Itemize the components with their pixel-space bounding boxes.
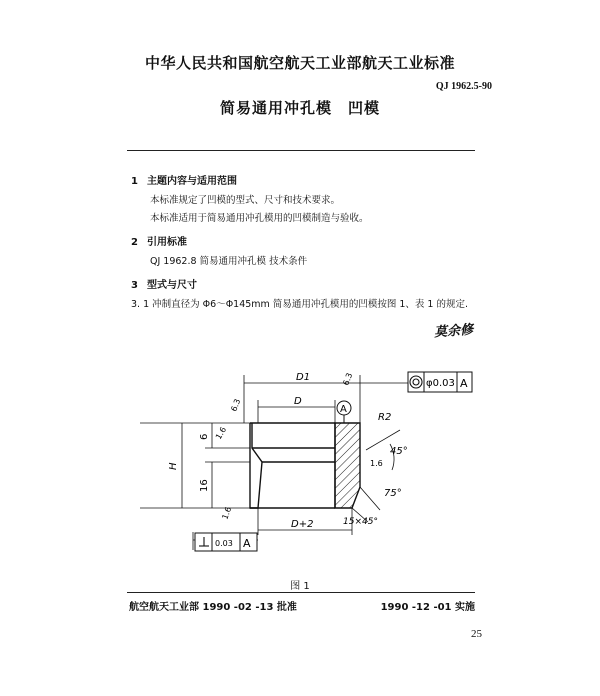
dim-6-label: 6 xyxy=(199,433,210,440)
perpendicularity-datum: A xyxy=(243,537,251,550)
section-2-title: 引用标准 xyxy=(147,237,187,248)
dim-75-label: 75° xyxy=(384,488,402,499)
section-1-para-1: 本标准规定了凹模的型式、尺寸和技术要求。 xyxy=(150,195,341,206)
roughness-side-label: 1.6 xyxy=(370,459,383,468)
hatched-section xyxy=(335,423,360,508)
section-2-para-1: QJ 1962.8 简易通用冲孔模 技术条件 xyxy=(150,256,308,267)
roughness-top-label: 6.3 xyxy=(229,397,243,413)
section-3-title: 型式与尺寸 xyxy=(147,280,197,291)
dim-d-label: D xyxy=(294,396,302,407)
approval-date: 航空航天工业部 1990 -02 -13 批准 xyxy=(129,602,297,613)
perpendicularity-frame xyxy=(195,533,257,551)
handwritten-signature: 莫余修 xyxy=(433,322,474,341)
dim-chamfer-label: 15×45° xyxy=(343,517,378,527)
roughness-left-label: 1.6 xyxy=(213,425,229,441)
dim-r2-label: R2 xyxy=(378,412,392,423)
dim-45-label: 45° xyxy=(390,446,408,457)
dim-d-plus-2-label: D+2 xyxy=(291,519,314,530)
title-part: 凹模 xyxy=(348,99,381,117)
roughness-right-label: 6.3 xyxy=(341,371,355,387)
datum-a-letter: A xyxy=(340,404,347,415)
concentricity-frame xyxy=(408,372,472,392)
section-1-title: 主题内容与适用范围 xyxy=(147,176,237,187)
figure-caption: 图 1 xyxy=(290,581,310,592)
concentricity-datum: A xyxy=(460,377,468,390)
footer-rule xyxy=(127,592,475,593)
section-1-para-2: 本标准适用于简易通用冲孔模用的凹模制造与验收。 xyxy=(150,213,369,224)
roughness-bottom-label: 1.6 xyxy=(220,505,234,521)
standard-number: QJ 1962.5-90 xyxy=(435,81,492,92)
section-1-number: 1 xyxy=(131,176,138,187)
section-2-number: 2 xyxy=(131,237,138,248)
die-body-outline xyxy=(250,423,335,508)
dim-h-label: H xyxy=(168,462,179,470)
implementation-date: 1990 -12 -01 实施 xyxy=(380,602,475,613)
dim-d1-label: D1 xyxy=(296,372,311,383)
section-3-number: 3 xyxy=(131,280,138,291)
dim-16-label: 16 xyxy=(199,479,210,492)
agency-heading: 中华人民共和国航空航天工业部航天工业标准 xyxy=(144,54,455,72)
perpendicularity-tolerance: 0.03 xyxy=(215,539,233,548)
datum-a-marker xyxy=(337,401,351,423)
concentricity-tolerance: φ0.03 xyxy=(426,378,455,389)
title-main: 简易通用冲孔模 xyxy=(219,99,332,117)
page-number: 25 xyxy=(471,628,482,640)
section-3-para-1: 3. 1 冲制直径为 Φ6～Φ145mm 简易通用冲孔模用的凹模按图 1、表 1 的规定. xyxy=(131,299,468,310)
